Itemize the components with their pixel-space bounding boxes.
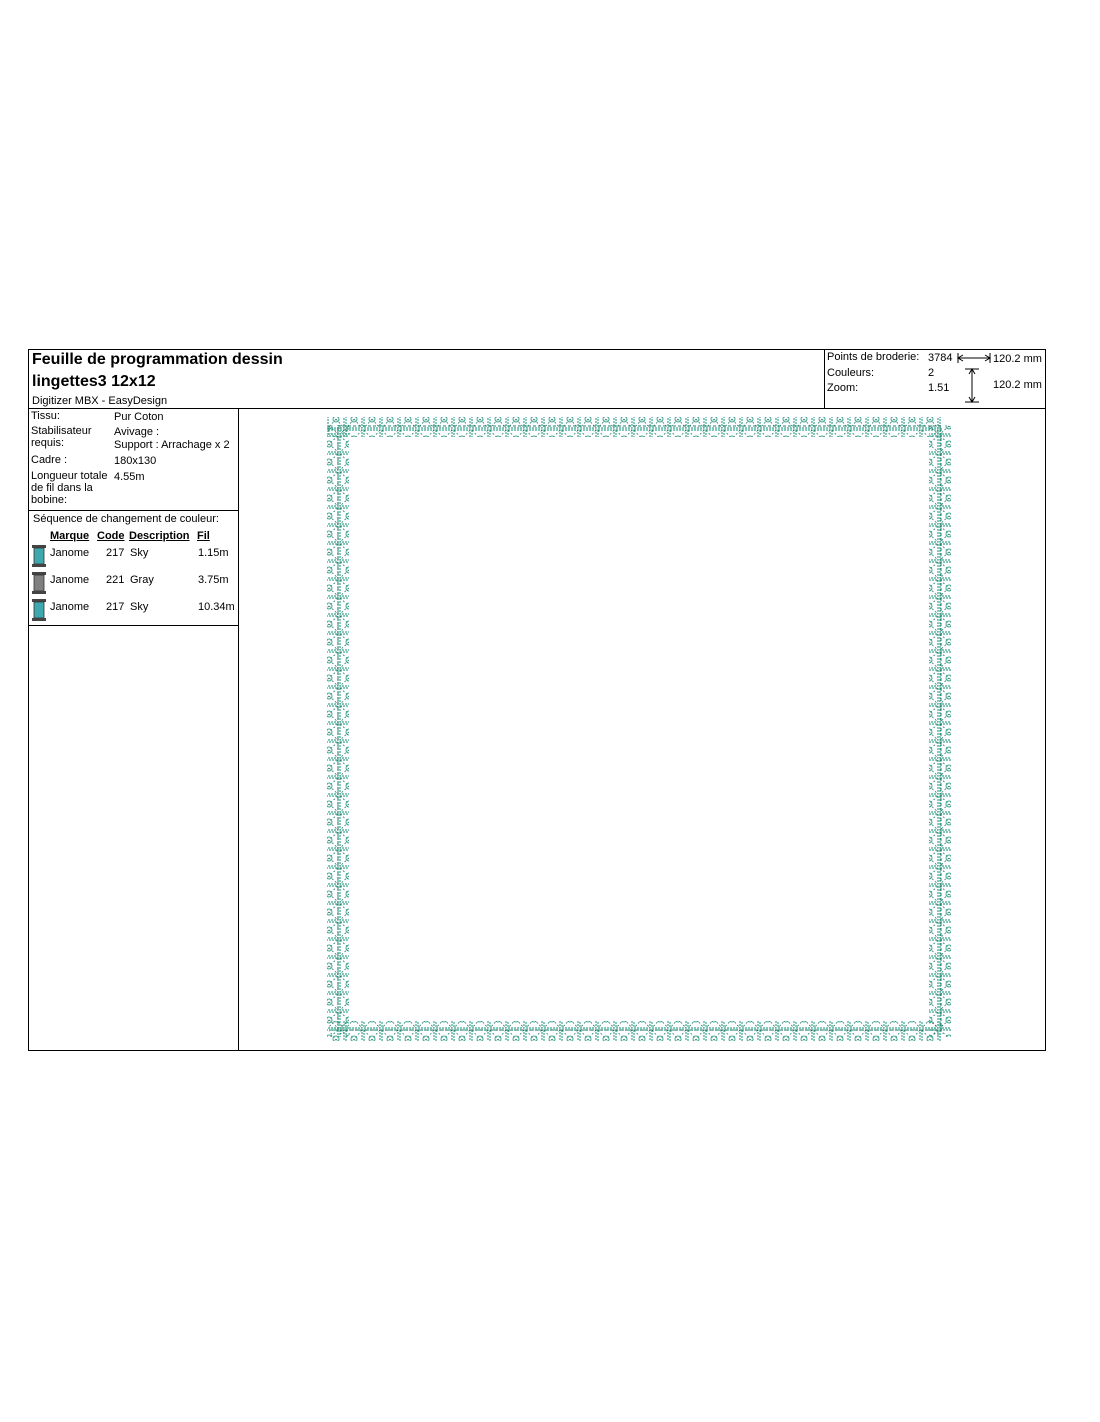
stitches-label: Points de broderie: <box>827 351 920 363</box>
frame-label: Cadre : <box>31 454 68 466</box>
row-description: Sky <box>130 547 149 559</box>
row-brand: Janome <box>50 547 90 559</box>
stitches-value: 3784 <box>928 352 953 364</box>
width-value: 120.2 mm <box>993 353 1042 365</box>
zoom-label: Zoom: <box>827 382 859 394</box>
top-stitch-band <box>327 417 941 437</box>
color-row <box>29 572 238 598</box>
stats-divider <box>824 350 825 408</box>
design-name: lingettes3 12x12 <box>32 373 156 390</box>
design-preview <box>239 409 1045 1050</box>
row-brand: Janome <box>50 574 90 586</box>
row-description: Sky <box>130 601 149 613</box>
row-description: Gray <box>130 574 154 586</box>
row-code: 217 <box>106 601 125 613</box>
row-brand: Janome <box>50 601 90 613</box>
height-value: 120.2 mm <box>993 379 1042 391</box>
frame-value: 180x130 <box>114 455 157 467</box>
fabric-value: Pur Coton <box>114 411 164 423</box>
header-description: Description <box>129 530 190 542</box>
header-thread: Fil <box>197 530 210 542</box>
programming-sheet <box>28 349 1046 1051</box>
stabilizer-value-2: Support : Arrachage x 2 <box>114 439 230 451</box>
thread-spool-icon <box>32 572 46 594</box>
thread-length-value: 4.55m <box>114 471 145 483</box>
colors-value: 2 <box>928 367 935 379</box>
row-code: 221 <box>106 574 125 586</box>
color-row <box>29 545 238 571</box>
thread-spool-icon <box>32 599 46 621</box>
header-code: Code <box>97 530 125 542</box>
right-stitch-band <box>929 425 951 1037</box>
sheet-title: Feuille de programmation dessin <box>32 351 283 368</box>
left-stitch-band <box>327 425 349 1037</box>
fabric-label: Tissu: <box>31 410 60 422</box>
software-name: Digitizer MBX - EasyDesign <box>32 395 168 407</box>
zoom-value: 1.51 <box>928 382 950 394</box>
info-divider <box>29 510 238 511</box>
embroidery-frame-design <box>239 409 1045 1050</box>
stabilizer-value-1: Avivage : <box>114 426 160 438</box>
colors-label: Couleurs: <box>827 367 875 379</box>
header-brand: Marque <box>50 530 90 542</box>
row-thread: 1.15m <box>198 547 229 559</box>
bottom-stitch-band <box>329 1021 943 1041</box>
color-sequence-title: Séquence de changement de couleur: <box>33 513 219 525</box>
sequence-divider <box>29 625 238 626</box>
row-code: 217 <box>106 547 125 559</box>
row-thread: 3.75m <box>198 574 229 586</box>
stabilizer-label: Stabilisateur requis: <box>31 425 92 449</box>
dimension-arrows-icon <box>957 352 993 404</box>
row-thread: 10.34m <box>198 601 235 613</box>
thread-length-label: Longueur totale de fil dans la bobine: <box>31 470 108 506</box>
color-row <box>29 599 238 625</box>
thread-spool-icon <box>32 545 46 567</box>
center-stitch-line <box>338 426 941 1030</box>
